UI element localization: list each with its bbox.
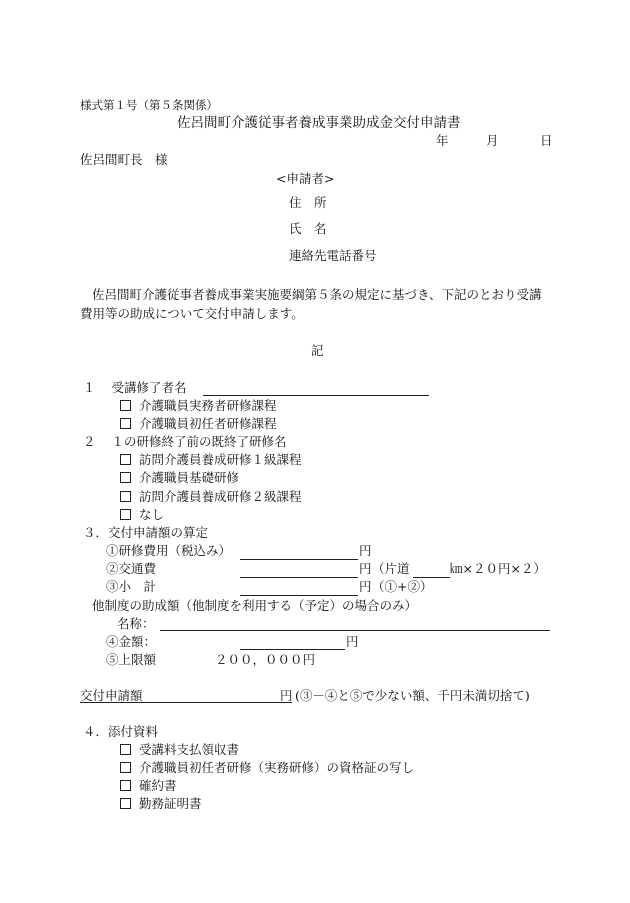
checkbox[interactable] [120,762,131,773]
transport-yen: 円 [359,561,372,576]
attachment-item[interactable]: 受講料支払領収書 [120,742,239,758]
limit-value: ２００，０００円 [215,652,316,667]
section2-label: １の研修終了前の既終了研修名 [111,434,287,449]
subtotal-note: （①+②） [372,579,433,594]
date-day: 日 [540,133,553,148]
other-amount-label: ④金額： [106,634,157,649]
subtotal-label: ③小 計 [106,579,157,594]
form-number: 様式第１号（第５条関係） [80,98,218,112]
body-paragraph: 佐呂間町介護従事者養成事業実施要綱第５条の規定に基づき、下記のとおり受講費用等の助成について交付申請します。 [80,287,542,321]
checkbox[interactable] [120,418,131,429]
trainee-name-line[interactable] [203,381,429,396]
other-amount-line[interactable] [240,635,345,650]
addressee: 佐呂間町長 様 [80,152,168,167]
section1-number: １ [83,380,96,395]
checkbox[interactable] [120,780,131,791]
applicant-name-label: 氏 名 [289,221,327,236]
checkbox[interactable] [120,744,131,755]
checkbox[interactable] [120,454,131,465]
application-amount-label: 交付申請額 [80,688,143,703]
training-fee-line[interactable] [240,545,358,560]
application-amount-underline[interactable] [80,688,292,703]
section1-option[interactable]: 介護職員初任者研修課程 [120,416,277,432]
section2-option[interactable]: 訪問介護員養成研修２級課程 [120,489,302,505]
checkbox[interactable] [120,491,131,502]
other-name-line[interactable] [160,616,550,631]
applicant-heading: <申請者> [276,171,335,186]
attachment-item[interactable]: 介護職員初任者研修（実務研修）の資格証の写し [120,760,414,776]
application-amount-note: (③－④と⑤で少ない額、千円未満切捨て) [295,688,530,703]
other-system-heading: 他制度の助成額（他制度を利用する（予定）の場合のみ） [92,598,418,613]
other-name-label: 名称： [117,616,155,631]
training-fee-label: ①研修費用（税込み） [106,543,232,558]
section1-option[interactable]: 介護職員実務者研修課程 [120,398,277,414]
section4-heading: ４．添付資料 [83,724,159,739]
ki-heading: 記 [311,343,324,358]
other-amount-yen: 円 [346,634,359,649]
date-year: 年 [436,133,449,148]
section2-row [83,434,287,450]
application-amount-yen: 円 [280,688,293,703]
subtotal-line[interactable] [240,581,358,596]
section1-label: 受講修了者名 [111,380,187,395]
checkbox[interactable] [120,400,131,411]
transport-note-a: （片道 [372,561,410,576]
transport-note-b: ㎞×２０円×２） [450,561,546,576]
transport-label: ②交通費 [106,561,157,576]
section3-heading: ３．交付申請額の算定 [83,525,209,540]
transport-km-line[interactable] [413,563,450,578]
transport-line[interactable] [240,563,358,578]
attachment-item[interactable]: 確約書 [120,778,177,794]
training-fee-yen: 円 [359,543,372,558]
checkbox[interactable] [120,472,131,483]
applicant-address-label: 住 所 [289,195,327,210]
section1-row [83,380,429,396]
form-title: 佐呂間町介護従事者養成事業助成金交付申請書 [177,115,461,131]
applicant-phone-label: 連絡先電話番号 [289,248,377,263]
section2-option[interactable]: なし [120,507,164,523]
attachment-item[interactable]: 勤務証明書 [120,796,202,812]
date-month: 月 [486,133,499,148]
checkbox[interactable] [120,798,131,809]
subtotal-yen: 円 [359,579,372,594]
section2-option[interactable]: 介護職員基礎研修 [120,470,239,486]
checkbox[interactable] [120,509,131,520]
limit-label: ⑤上限額 [106,652,157,667]
section2-option[interactable]: 訪問介護員養成研修１級課程 [120,452,302,468]
section2-number: ２ [83,434,96,449]
